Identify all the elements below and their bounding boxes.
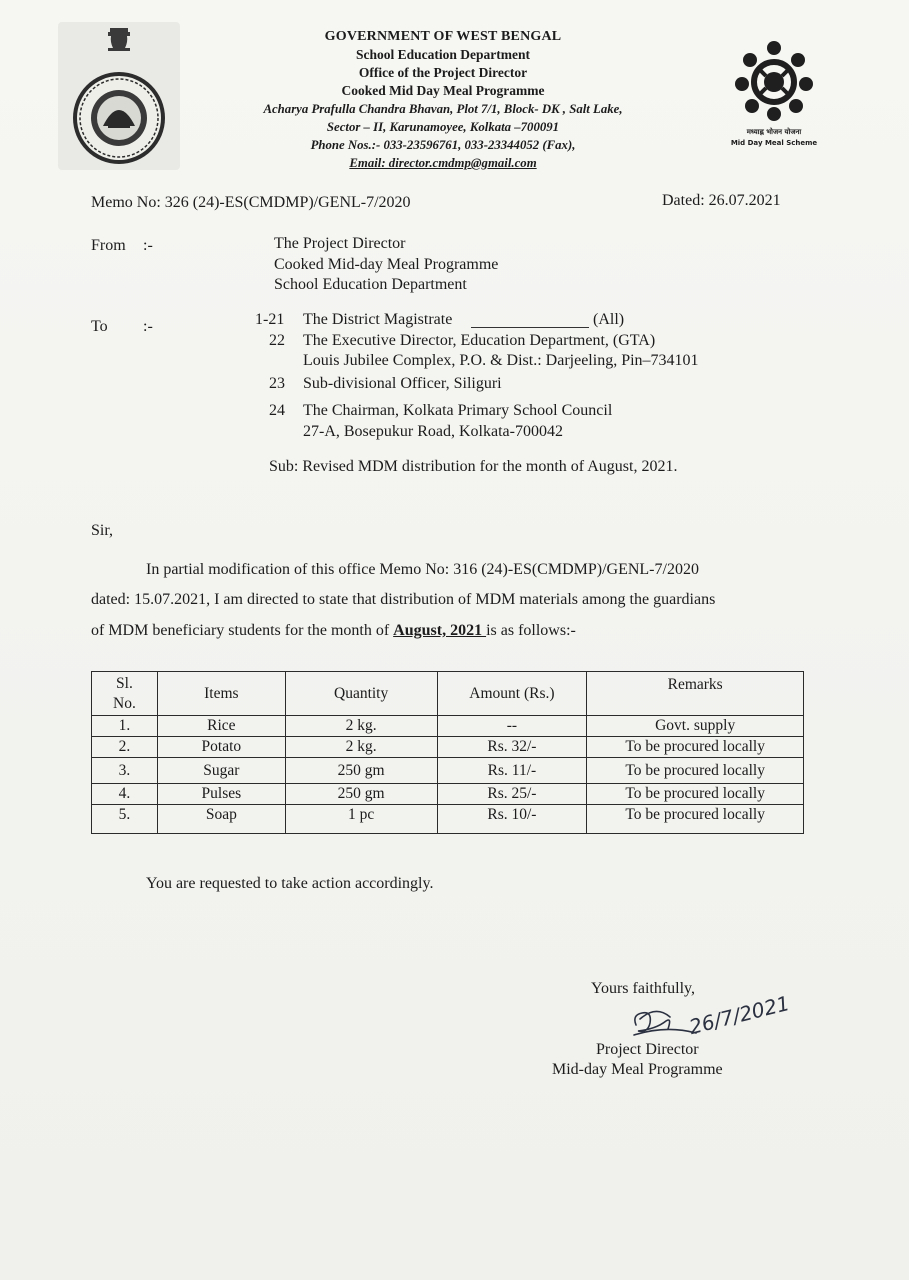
logo-caption: Mid Day Meal Scheme xyxy=(730,139,818,147)
header-remarks: Remarks xyxy=(587,672,804,716)
body-line: In partial modification of this office Memo No: 316 (24)-ES(CMDMP)/GENL-7/2020 xyxy=(146,561,699,578)
body-text: is as follows:- xyxy=(486,622,576,639)
cell-item: Rice xyxy=(157,716,285,737)
closing-line: You are requested to take action accordingly. xyxy=(146,875,434,892)
cell-item: Pulses xyxy=(157,784,285,805)
cell-qty: 2 kg. xyxy=(285,737,437,758)
table-header-row xyxy=(92,672,804,716)
address-line-1: Acharya Prafulla Chandra Bhavan, Plot 7/1, Block- DK , Salt Lake, xyxy=(263,102,623,116)
cell-qty: 2 kg. xyxy=(285,716,437,737)
to-separator: :- xyxy=(143,318,153,335)
header-quantity: Quantity xyxy=(285,672,437,716)
cell-amount: Rs. 32/- xyxy=(437,737,587,758)
cell-amount: Rs. 25/- xyxy=(437,784,587,805)
blank-line xyxy=(471,327,589,328)
recipient-number: 22 xyxy=(269,332,285,349)
recipient-line: Louis Jubilee Complex, P.O. & Dist.: Darjeeling, Pin–734101 xyxy=(303,352,699,369)
mid-day-meal-logo-icon xyxy=(728,36,820,154)
from-line: Cooked Mid-day Meal Programme xyxy=(274,256,499,273)
cell-amount: -- xyxy=(437,716,587,737)
recipient-line: 27-A, Bosepukur Road, Kolkata-700042 xyxy=(303,423,563,440)
signature-date: 26/7/2021 xyxy=(686,990,792,1040)
body-text: of MDM beneficiary students for the month of xyxy=(91,622,394,639)
cell-remarks: To be procured locally xyxy=(587,784,804,805)
recipient-number: 23 xyxy=(269,375,285,392)
distribution-table xyxy=(91,671,804,834)
to-label: To xyxy=(91,318,108,335)
cell-item: Sugar xyxy=(157,758,285,784)
subject-line: Sub: Revised MDM distribution for the month of August, 2021. xyxy=(269,458,678,475)
memo-number: Memo No: 326 (24)-ES(CMDMP)/GENL-7/2020 xyxy=(91,194,411,211)
yours-faithfully: Yours faithfully, xyxy=(591,980,696,997)
from-line: School Education Department xyxy=(274,276,467,293)
recipient-line: The District Magistrate xyxy=(303,311,453,328)
from-separator: :- xyxy=(143,237,153,254)
department-name: School Education Department xyxy=(355,47,530,62)
cell-sl: 2. xyxy=(92,737,158,758)
cell-item: Potato xyxy=(157,737,285,758)
cell-qty: 250 gm xyxy=(285,758,437,784)
body-line xyxy=(91,622,576,640)
cell-qty: 250 gm xyxy=(285,784,437,805)
recipient-number: 24 xyxy=(269,402,285,419)
cell-sl: 3. xyxy=(92,758,158,784)
cell-amount: Rs. 11/- xyxy=(437,758,587,784)
from-line: The Project Director xyxy=(274,235,406,252)
state-emblem-seal-icon xyxy=(58,22,180,170)
recipient-number: 1-21 xyxy=(255,311,285,328)
recipient-line: The Chairman, Kolkata Primary School Council xyxy=(303,402,613,419)
body-line: dated: 15.07.2021, I am directed to state that distribution of MDM materials among the guardians xyxy=(91,591,716,608)
header-items: Items xyxy=(157,672,285,716)
cell-item: Soap xyxy=(157,805,285,834)
table-row xyxy=(92,758,804,784)
phone-numbers: Phone Nos.:- 033-23596761, 033-23344052 (Fax), xyxy=(310,138,576,152)
logo-caption-hindi: मध्याह्न भोजन योजना xyxy=(746,128,802,136)
from-label: From xyxy=(91,237,126,254)
signatory-designation: Project Director xyxy=(596,1041,699,1058)
recipient-line: Sub-divisional Officer, Siliguri xyxy=(303,375,502,392)
header-amount: Amount (Rs.) xyxy=(437,672,587,716)
signatory-programme: Mid-day Meal Programme xyxy=(552,1061,723,1078)
cell-sl: 1. xyxy=(92,716,158,737)
table-row xyxy=(92,784,804,805)
govt-title: GOVERNMENT OF WEST BENGAL xyxy=(324,29,562,44)
memo-date: Dated: 26.07.2021 xyxy=(662,192,781,209)
letterhead xyxy=(210,28,676,172)
salutation: Sir, xyxy=(91,522,114,539)
header-sl-no: Sl. No. xyxy=(92,672,158,716)
cell-sl: 4. xyxy=(92,784,158,805)
cell-remarks: To be procured locally xyxy=(587,758,804,784)
cell-remarks: To be procured locally xyxy=(587,805,804,834)
cell-remarks: To be procured locally xyxy=(587,737,804,758)
address-line-2: Sector – II, Karunamoyee, Kolkata –700091 xyxy=(326,120,560,134)
office-name: Office of the Project Director xyxy=(358,65,528,80)
table-row xyxy=(92,737,804,758)
cell-remarks: Govt. supply xyxy=(587,716,804,737)
cell-qty: 1 pc xyxy=(285,805,437,834)
email-address: Email: director.cmdmp@gmail.com xyxy=(349,156,537,170)
recipient-line: The Executive Director, Education Department, (GTA) xyxy=(303,332,656,349)
table-row xyxy=(92,716,804,737)
table-row xyxy=(92,805,804,834)
month-highlight: August, 2021 xyxy=(393,622,487,639)
cell-sl: 5. xyxy=(92,805,158,834)
cell-amount: Rs. 10/- xyxy=(437,805,587,834)
programme-name: Cooked Mid Day Meal Programme xyxy=(341,83,545,98)
recipient-suffix: (All) xyxy=(593,311,625,328)
